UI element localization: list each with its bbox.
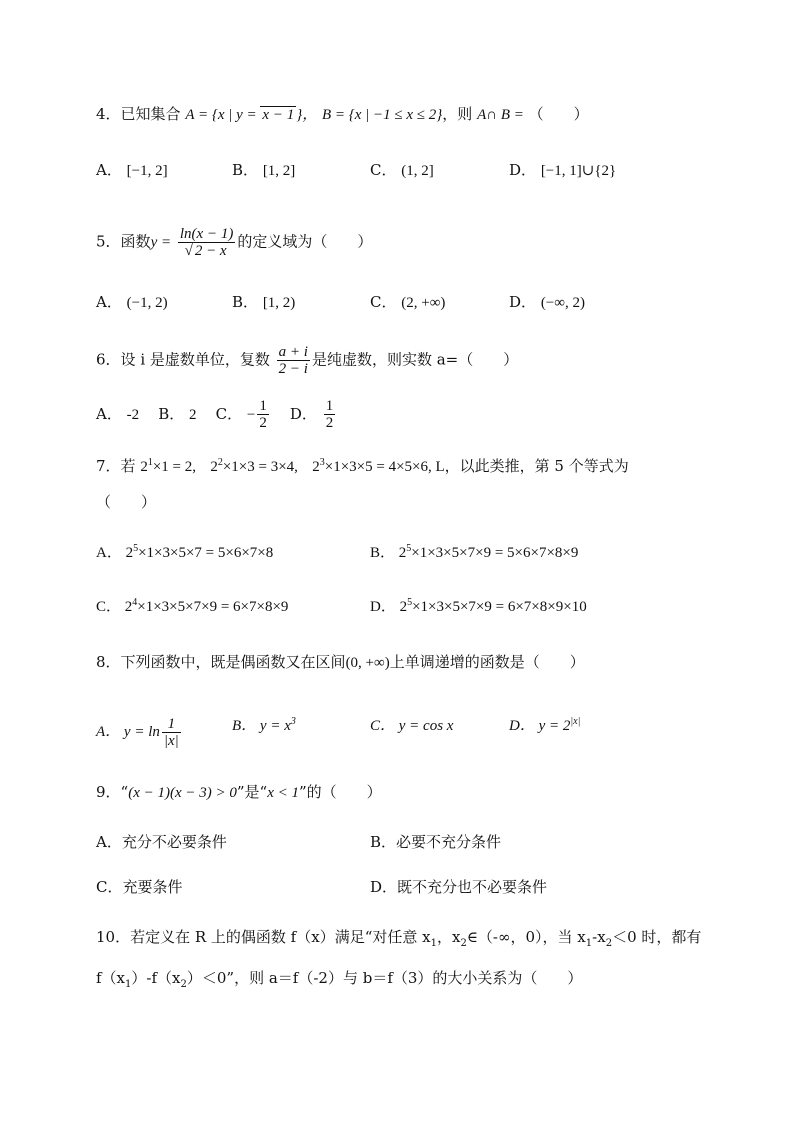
q8-option-d[interactable]: D． $y = 2^{|x|}$: [509, 716, 581, 734]
question-5-stem: [96, 226, 372, 259]
q4-option-c[interactable]: C． (1, 2]: [370, 161, 434, 179]
fraction: $\frac{\ln(x - 1)}{√ 2 - x}$: [179, 226, 234, 259]
question-10-line-2: $f(x_1)-f(x_2)<0$”，则 a＝f（-2）与 b＝f（3）的大小关系为（ ）: [96, 969, 583, 990]
q9-option-b[interactable]: B．必要不充分条件: [370, 833, 502, 851]
answer-paren: （ ）: [528, 105, 589, 123]
q8-option-a[interactable]: A． y = ln $\frac{1}{|x|}$: [96, 716, 179, 749]
q8-option-c[interactable]: C． y = cos x: [370, 718, 454, 734]
fraction: $\frac{a + i}{2 - i}$: [278, 344, 308, 377]
question-text: 设 i 是虚数单位，复数: [120, 350, 270, 369]
q5-option-b[interactable]: B． [1, 2): [232, 293, 296, 311]
inequality-1: (x − 1)(x − 3) > 0: [128, 785, 237, 801]
question-number: 6．: [96, 350, 121, 369]
q9-option-a[interactable]: A．充分不必要条件: [96, 833, 227, 851]
sqrt-radicand: x − 1: [262, 107, 295, 123]
question-9-stem: [96, 782, 382, 803]
answer-paren: （ ）: [96, 493, 157, 511]
question-text: 上单调递增的函数是（ ）: [389, 653, 585, 671]
question-4-stem: [96, 104, 589, 125]
q5-option-c[interactable]: C． (2, +∞): [370, 293, 446, 311]
q9-option-c[interactable]: C．充要条件: [96, 878, 183, 896]
q7-option-c[interactable]: C． $2^4\times 1\times 3\times 5\times 7\times 9 = 6\times 7\times 8\times 9$: [96, 597, 289, 615]
question-number: 8．: [96, 653, 121, 671]
question-text: 是纯虚数，则实数 a=（ ）: [311, 350, 519, 369]
equation-3: $2^3\times 1\times 3\times 5 = 4\times 5\times 6$, L: [312, 457, 445, 475]
q6-option-c[interactable]: C． − $\frac{1}{2}$: [215, 398, 267, 431]
question-text: “: [120, 783, 129, 801]
function-y: y =: [150, 234, 172, 251]
q7-option-b[interactable]: B． $2^5\times 1\times 3\times 5\times 7\times 9 = 5\times 6\times 7\times 8\times 9$: [370, 543, 579, 561]
q5-option-d[interactable]: D． (−∞, 2): [509, 293, 585, 311]
q7-option-d[interactable]: D． $2^5\times 1\times 3\times 5\times 7\times 9 = 6\times 7\times 8\times 9\times 10$: [370, 597, 587, 615]
question-6-stem: [96, 344, 518, 377]
q6-option-a[interactable]: A． -2: [96, 404, 140, 423]
q8-option-b[interactable]: B． $y = x^3$: [232, 716, 296, 734]
q6-option-d[interactable]: D． $\frac{1}{2}$: [289, 398, 334, 431]
q6-option-b[interactable]: B． 2: [158, 404, 197, 423]
inequality-2: x < 1: [267, 785, 300, 801]
q4-option-a[interactable]: A． [−1, 2]: [96, 161, 168, 179]
question-8-stem: [96, 652, 585, 673]
equation-2: $2^2\times 1\times 3 = 3\times 4$,: [210, 457, 298, 475]
question-number: 4．: [96, 105, 121, 123]
set-b-expression: B = {x | −1 ≤ x ≤ 2}: [321, 107, 443, 123]
question-text: ”是“: [236, 783, 268, 801]
set-a-expression: A = {x | y = x − 1 }，: [185, 107, 318, 123]
equation-1: $2^1\times 1 = 2$,: [140, 457, 197, 475]
question-number: 7．: [96, 457, 121, 475]
question-text: 函数: [120, 232, 151, 251]
q7-option-a[interactable]: A． $2^5\times 1\times 3\times 5\times 7 = 5\times 6\times 7\times 8$: [96, 543, 274, 561]
q4-option-b[interactable]: B． [1, 2]: [232, 161, 296, 179]
question-number: 9．: [96, 783, 121, 801]
q6-options: [96, 398, 337, 431]
question-text: ”的（ ）: [299, 783, 382, 801]
question-text: 已知集合: [120, 105, 181, 123]
question-text: ，以此类推，第 5 个等式为: [444, 457, 629, 475]
q9-option-d[interactable]: D．既不充分也不必要条件: [370, 878, 548, 896]
q5-option-a[interactable]: A． (−1, 2): [96, 293, 168, 311]
intersection-expression: A∩ B =: [477, 107, 524, 123]
question-text: 的定义域为（ ）: [237, 232, 373, 251]
question-10-line-1: 10．若定义在 R 上的偶函数 f（x）满足“对任意 $x_1$，$x_2\in(-\infty$，0），当 $x_1-x_2<0$ 时，都有: [96, 928, 702, 949]
question-number: 5．: [96, 232, 121, 251]
question-text: ，则: [442, 105, 473, 123]
question-7-stem: [96, 456, 629, 477]
interval: (0, +∞): [345, 655, 390, 671]
question-text: 下列函数中，既是偶函数又在区间: [120, 653, 346, 671]
q4-option-d[interactable]: D． [−1, 1]∪{2}: [509, 161, 617, 179]
question-text: 若: [120, 457, 136, 475]
